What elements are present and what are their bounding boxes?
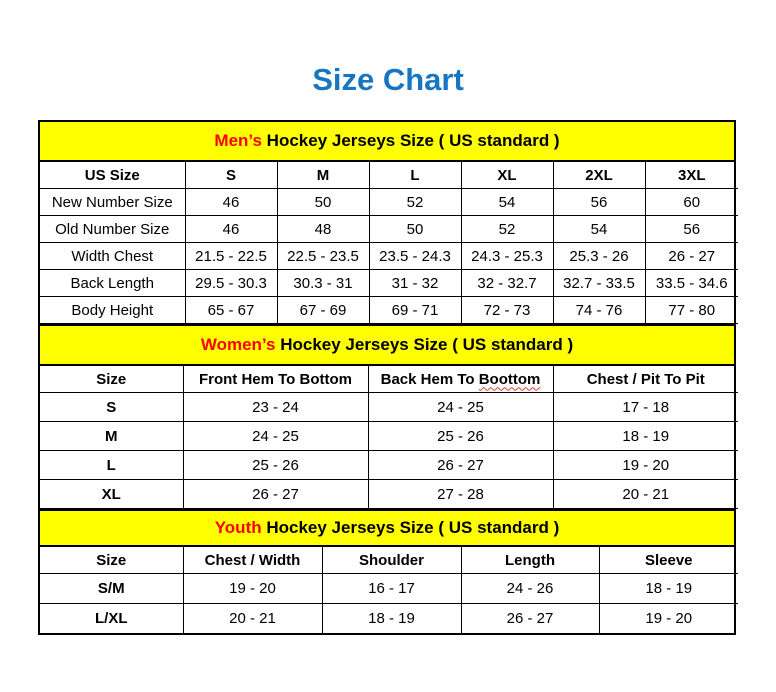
- row-label: XL: [40, 480, 183, 509]
- size-value-cell: 26 - 27: [368, 451, 553, 480]
- column-header: M: [277, 162, 369, 189]
- size-value-cell: 25 - 26: [368, 422, 553, 451]
- size-chart: [38, 120, 736, 635]
- column-header: Sleeve: [599, 547, 738, 574]
- size-value-cell: 69 - 71: [369, 297, 461, 324]
- column-header: [368, 366, 553, 393]
- youth-size-table: [40, 547, 738, 633]
- size-value-cell: 27 - 28: [368, 480, 553, 509]
- size-value-cell: 74 - 76: [553, 297, 645, 324]
- banner-rest-text: Hockey Jerseys Size ( US standard ): [275, 335, 574, 354]
- size-value-cell: 65 - 67: [185, 297, 277, 324]
- womens-banner: [40, 324, 734, 366]
- row-label: L: [40, 451, 183, 480]
- size-value-cell: 54: [461, 189, 553, 216]
- column-header: Size: [40, 366, 183, 393]
- column-header: Shoulder: [322, 547, 461, 574]
- size-value-cell: 25.3 - 26: [553, 243, 645, 270]
- table-row: [40, 243, 738, 270]
- size-value-cell: 50: [277, 189, 369, 216]
- column-header: Length: [461, 547, 599, 574]
- row-label: Old Number Size: [40, 216, 185, 243]
- row-label: New Number Size: [40, 189, 185, 216]
- table-row: [40, 297, 738, 324]
- column-header: Chest / Width: [183, 547, 322, 574]
- misspelled-word: Boottom: [478, 370, 541, 388]
- size-value-cell: 26 - 27: [645, 243, 738, 270]
- table-row: [40, 451, 738, 480]
- column-header: Chest / Pit To Pit: [553, 366, 738, 393]
- size-value-cell: 26 - 27: [461, 604, 599, 634]
- youth-section: [40, 509, 734, 633]
- table-row: [40, 189, 738, 216]
- size-value-cell: 23 - 24: [183, 393, 368, 422]
- size-value-cell: 48: [277, 216, 369, 243]
- size-value-cell: 23.5 - 24.3: [369, 243, 461, 270]
- row-label: Body Height: [40, 297, 185, 324]
- banner-rest-text: Hockey Jerseys Size ( US standard ): [261, 518, 560, 537]
- size-value-cell: 33.5 - 34.6: [645, 270, 738, 297]
- size-value-cell: 26 - 27: [183, 480, 368, 509]
- size-value-cell: 21.5 - 22.5: [185, 243, 277, 270]
- banner-highlight-text: Men’s: [214, 131, 262, 150]
- header-text: Back Hem To: [380, 370, 479, 388]
- size-value-cell: 30.3 - 31: [277, 270, 369, 297]
- banner-rest-text: Hockey Jerseys Size ( US standard ): [261, 131, 560, 150]
- row-label: M: [40, 422, 183, 451]
- size-value-cell: 25 - 26: [183, 451, 368, 480]
- size-value-cell: 18 - 19: [553, 422, 738, 451]
- mens-banner: [40, 122, 734, 162]
- womens-section: [40, 324, 734, 509]
- size-value-cell: 18 - 19: [599, 574, 738, 604]
- row-label: S: [40, 393, 183, 422]
- mens-section: [40, 122, 734, 324]
- table-row: [40, 604, 738, 634]
- column-header: Front Hem To Bottom: [183, 366, 368, 393]
- page-title: Size Chart: [312, 62, 464, 97]
- banner-highlight-text: Women’s: [200, 335, 276, 354]
- table-row: [40, 216, 738, 243]
- size-value-cell: 24 - 25: [183, 422, 368, 451]
- size-value-cell: 56: [553, 189, 645, 216]
- size-value-cell: 52: [369, 189, 461, 216]
- size-value-cell: 77 - 80: [645, 297, 738, 324]
- womens-header-row: [40, 366, 738, 393]
- size-value-cell: 19 - 20: [553, 451, 738, 480]
- column-header: Size: [40, 547, 183, 574]
- column-header: L: [369, 162, 461, 189]
- size-value-cell: 24.3 - 25.3: [461, 243, 553, 270]
- table-row: [40, 393, 738, 422]
- size-value-cell: 20 - 21: [553, 480, 738, 509]
- size-value-cell: 16 - 17: [322, 574, 461, 604]
- size-value-cell: 17 - 18: [553, 393, 738, 422]
- table-row: [40, 270, 738, 297]
- size-value-cell: 60: [645, 189, 738, 216]
- column-header: 2XL: [553, 162, 645, 189]
- size-value-cell: 54: [553, 216, 645, 243]
- size-value-cell: 19 - 20: [599, 604, 738, 634]
- row-label: L/XL: [40, 604, 183, 634]
- size-value-cell: 52: [461, 216, 553, 243]
- size-value-cell: 31 - 32: [369, 270, 461, 297]
- size-value-cell: 46: [185, 189, 277, 216]
- size-value-cell: 22.5 - 23.5: [277, 243, 369, 270]
- row-label: Width Chest: [40, 243, 185, 270]
- size-value-cell: 67 - 69: [277, 297, 369, 324]
- youth-banner: [40, 509, 734, 547]
- size-value-cell: 20 - 21: [183, 604, 322, 634]
- size-value-cell: 32 - 32.7: [461, 270, 553, 297]
- youth-header-row: [40, 547, 738, 574]
- mens-header-row: [40, 162, 738, 189]
- size-value-cell: 18 - 19: [322, 604, 461, 634]
- column-header: 3XL: [645, 162, 738, 189]
- size-value-cell: 24 - 25: [368, 393, 553, 422]
- row-label: Back Length: [40, 270, 185, 297]
- size-value-cell: 29.5 - 30.3: [185, 270, 277, 297]
- size-value-cell: 24 - 26: [461, 574, 599, 604]
- size-value-cell: 50: [369, 216, 461, 243]
- size-value-cell: 72 - 73: [461, 297, 553, 324]
- size-value-cell: 32.7 - 33.5: [553, 270, 645, 297]
- size-value-cell: 19 - 20: [183, 574, 322, 604]
- column-header: US Size: [40, 162, 185, 189]
- table-row: [40, 574, 738, 604]
- mens-size-table: [40, 162, 738, 324]
- banner-highlight-text: Youth: [214, 518, 262, 537]
- row-label: S/M: [40, 574, 183, 604]
- size-value-cell: 46: [185, 216, 277, 243]
- table-row: [40, 480, 738, 509]
- table-row: [40, 422, 738, 451]
- size-value-cell: 56: [645, 216, 738, 243]
- womens-size-table: [40, 366, 738, 509]
- column-header: XL: [461, 162, 553, 189]
- column-header: S: [185, 162, 277, 189]
